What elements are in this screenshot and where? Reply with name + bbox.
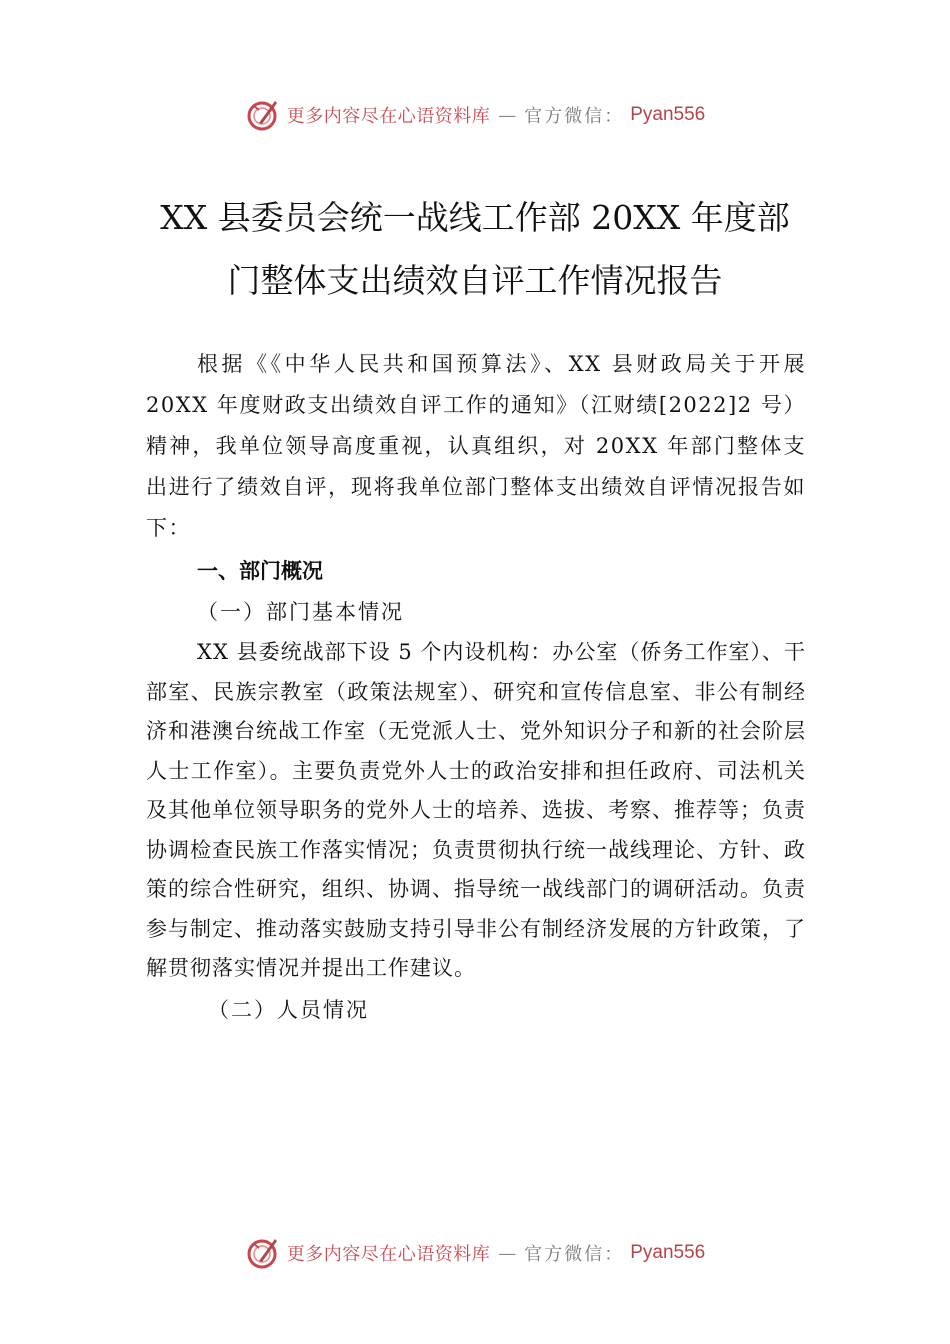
watermark-brand: 更多内容尽在心语资料库 — [286, 1244, 491, 1265]
basic-info-paragraph: XX 县委统战部下设 5 个内设机构：办公室（侨务工作室）、干部室、民族宗教室（政策法规室）、研究和宣传信息室、非公有制经济和港澳台统战工作室（无党派人士、党外知识分子和新的社会阶层人士工作室）。主要负责党外人士的政治安排和担任政府、司法机关及其他单位领导职务的党外人士的培养、选拔、考察、推荐等；负责协调检查民族工作落实情况；负责贯彻执行统一战线理论、方针、政策的综合性研究，组织、协调、指导统一战线部门的调研活动。负责参与制定、推动落实鼓励支持引导非公有制经济发展的方针政策，了解贯彻落实情况并提出工作建议。 — [146, 640, 806, 980]
quill-seal-icon — [245, 97, 281, 133]
intro-paragraph: 根据《《中华人民共和国预算法》、XX 县财政局关于开展 20XX 年度财政支出绩效自评工作的通知》（江财绩[2022]2 号）精神，我单位领导高度重视，认真组织，对 20XX 年部门整体支出进行了绩效自评，现将我单位部门整体支出绩效自评情况报告如下： — [146, 352, 806, 540]
watermark-brand: 更多内容尽在心语资料库 — [286, 106, 491, 127]
watermark-footer — [0, 1233, 950, 1273]
watermark-wechat-label: 官方微信： — [524, 106, 625, 127]
watermark-dash: — — [498, 104, 517, 126]
watermark-dash: — — [498, 1242, 517, 1264]
title-line-1: XX 县委员会统一战线工作部 20XX 年度部 — [160, 198, 790, 237]
section-heading-1: 一、部门概况 — [197, 559, 323, 583]
subsection-heading-1: （一）部门基本情况 — [197, 600, 404, 624]
document-body — [146, 344, 806, 1031]
quill-seal-icon — [245, 1235, 281, 1271]
watermark-wechat-id: Pyan556 — [630, 1242, 706, 1263]
watermark-wechat-label: 官方微信： — [524, 1244, 625, 1265]
watermark-header — [0, 95, 950, 135]
document-title — [140, 186, 810, 312]
subsection-heading-2: （二）人员情况 — [208, 997, 369, 1022]
watermark-wechat-id: Pyan556 — [630, 104, 706, 125]
title-line-2: 门整体支出绩效自评工作情况报告 — [227, 261, 723, 300]
